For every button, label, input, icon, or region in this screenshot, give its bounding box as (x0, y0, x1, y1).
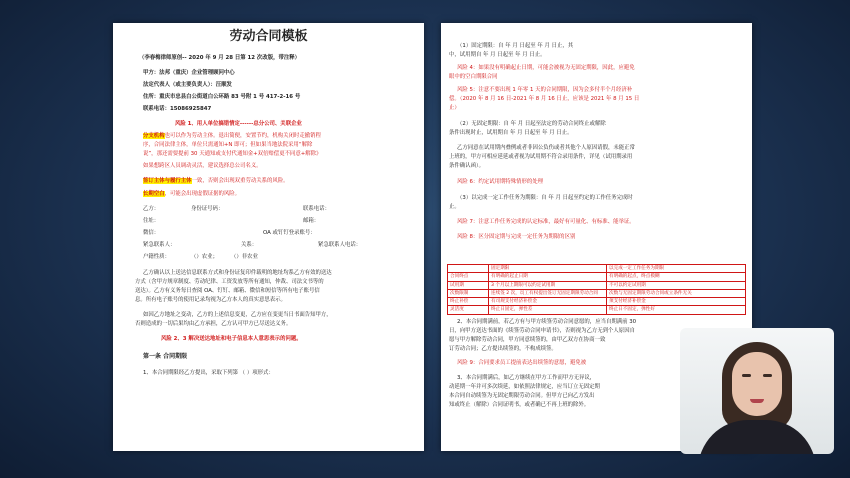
table-cell (448, 265, 489, 273)
fixed-term-line-2: 中，试用期自 年 月 日起至 年 月 日止。 (449, 52, 546, 58)
risk-5-line-3: 止） (449, 105, 460, 111)
risk-2-3: 风险 2、3 解决送达地址和电子信息本人意思表示的问题。 (161, 336, 302, 342)
presenter-body (698, 420, 816, 454)
table-cell: 试用期 (448, 281, 489, 289)
risk-1-line-3: 说”，那还需要提前 30 天通知或支付代通知金+双倍赔偿更不同意+解除》 (143, 151, 322, 157)
table-cell: 不可以约定试用期 (607, 281, 746, 289)
para2-line-2: 否则造成的一切后果均由乙方承担，乙方认可甲方已尽送达义务。 (135, 321, 292, 327)
table-cell: 终止日不固定，弹性好 (607, 306, 746, 314)
table-cell: 以完成一定工作任务为期限 (607, 265, 746, 273)
para1-line-1: 乙方确认以上送达信息联系方式和身份证复印件载明的地址均系乙方有效的送达 (143, 270, 332, 276)
table-cell: 次数限制 (448, 289, 489, 297)
table-cell: 连续签 2 次，员工有权提出签订无固定期限劳动合同 (489, 289, 607, 297)
risk-9: 风险 9：合同要求员工提前表达出续签的意愿，避免被 (457, 360, 587, 366)
clause-1: 1、本合同期限经乙方提出，采取下列第 （ ）项形式： (143, 370, 274, 376)
risk-4-line-2: 眼中的空白期限合同 (449, 74, 498, 80)
hukou-label: 户籍性质： (143, 254, 170, 260)
open-term-line-1: （2）无固定期限：自 年 月 日起至法定的劳动合同终止或解除 (457, 121, 606, 127)
probation-line-1: 乙方同意在试用期内叠例或者非因公负伤或者其他个人原因请假，未能正常 (457, 145, 635, 151)
table-row (448, 273, 746, 281)
expiry-line-4: 知或终止（解除）合同证明书，或者确已不再上班的除外。 (449, 402, 590, 408)
legal-representative: 法定代表人（或主要负责人）：汪顺发 (143, 82, 232, 88)
webcam-overlay (680, 328, 834, 454)
table-cell: 3 个月以上期限可以约定试用期 (489, 281, 607, 289)
phone: 联系电话：15086925847 (143, 106, 212, 112)
renewal-line-1: 2、本合同期满前，若乙方有与甲方续签劳动合同意愿的，应当自期满前 30 (457, 319, 637, 325)
table-row (448, 289, 746, 297)
risk-8: 风险 8：区分固定期与完成一定任务为期限的区别 (457, 234, 576, 240)
risk-1-line-1: 分支机构也可以作为劳动主体。退出简便，安置节约，机构关闭时走撤销程 (143, 133, 321, 139)
risk-1-line-5: 签订主体与履行主体一致，否则会出现双重劳动关系的风险。 (143, 178, 289, 184)
task-term-line-1: （3）以完成一定工作任务为期限：自 年 月 日起至约定的工作任务完成时 (457, 195, 633, 201)
risk-1-line-6: 长期空白，可能会出现虚假证据的风险。 (143, 191, 241, 197)
expiry-line-1: 3、本合同期满后，如乙方继续在甲方工作而甲方无异议， (457, 375, 596, 381)
table-cell: 有明确的起点，终点模糊 (607, 273, 746, 281)
renewal-line-3: 愿与甲方解除劳动合同，甲方同意续签的，由甲乙双方在协商一致 (449, 337, 606, 343)
term-comparison-table (447, 264, 746, 315)
renewal-line-4: 订劳动合同；乙方提出续签的，不构成续签。 (449, 346, 557, 352)
table-cell: 合同终点 (448, 273, 489, 281)
presenter-mouth (750, 399, 764, 403)
para1-line-2: 方式（含甲方规章制度、劳动纪律、工资发放等所有通知，仲裁、司法文书等的 (135, 279, 324, 285)
party-a: 甲方：法邦（重庆）企业管理顾问中心 (143, 70, 235, 76)
probation-line-2: 上班的，甲方可相应延延或者视为试用期不符合录用条件，详见（试用期录用 (449, 154, 633, 160)
risk-7: 风险 7：注意工作任务完成的认定标准，最好有可量化、有标准、能举证。 (457, 219, 635, 225)
task-term-line-2: 止。 (449, 204, 460, 210)
para1-line-4: 息。所有电子账号的使用记录均视为乙方本人的真实意思表示。 (135, 297, 286, 303)
document-title: 劳动合同模板 (229, 29, 308, 44)
expiry-line-3: 本合同自动续签为无固定期限劳动合同。但甲方已向乙方发出 (449, 393, 595, 399)
hukou-option-agri: （）农业； (191, 254, 218, 260)
open-term-line-2: 条件出现时止，试用期自 年 月 日起至 年 月 日止。 (449, 130, 573, 136)
para1-line-3: 送达）。乙方有义务每日查阅 OA、钉钉、邮箱、微信和短信等所有电子账号信 (135, 288, 320, 294)
table-cell: 须支付经济补偿金 (607, 298, 746, 306)
probation-line-3: 条件确认函）。 (449, 163, 485, 169)
table-row (448, 298, 746, 306)
table-row (448, 306, 746, 314)
table-cell: 有明确的起止日期 (489, 273, 607, 281)
table-cell: 固定期限 (489, 265, 607, 273)
presenter-eye-right (763, 374, 772, 377)
chapter-1-heading: 第一条 合同期限 (143, 353, 188, 360)
expiry-line-2: 动延期一年并可多次续延，如依照法律规定，应当订立无固定期 (449, 384, 600, 390)
oa-account-label: OA 或钉钉登录账号： (263, 230, 316, 236)
table-row (448, 281, 746, 289)
renewal-line-2: 日，向甲方送达书面的《续签劳动合同申请书》，否则视为乙方无到个人原因自 (449, 328, 635, 334)
para2-line-1: 如因乙方地址之变动，乙方的上述信息变更，乙方应在变更当日书面告知甲方， (143, 312, 332, 318)
document-page-left (113, 23, 424, 451)
address-b-label: 住址： (143, 218, 160, 224)
email-label: 邮箱： (303, 218, 320, 224)
table-cell: 终止补偿 (448, 298, 489, 306)
emergency-tel-label: 紧急联系人电话： (318, 242, 362, 248)
relation-label: 关系： (241, 242, 258, 248)
risk-1-heading: 风险 1、用人单位搞错情定------总分公司、关联企业 (175, 121, 302, 127)
risk-4-line-1: 风险 4：如果没有明确起止日期，可能会被视为无固定期限，因此，应避免 (457, 65, 635, 71)
presenter-face (732, 352, 782, 416)
tel-label: 联系电话： (303, 206, 330, 212)
fixed-term-line-1: （1）固定期限：自 年 月 日起至 年 月 日止，其 (457, 43, 574, 49)
risk-1-line-2: 序，合同法律主体，单位只需通知+N 即可；但如果当地法院采用“解除 (143, 142, 313, 148)
wechat-label: 微信： (143, 230, 160, 236)
risk-6: 风险 6：约定试用期特殊情形的处理 (457, 179, 544, 185)
table-row (448, 265, 746, 273)
id-number-label: 身份证号码： (191, 206, 224, 212)
hukou-option-nonagri: （）非农业 (231, 254, 258, 260)
address: 住所：重庆市忠县白公街道白公环路 83 号附 1 号 417-2-16 号 (143, 94, 301, 100)
document-subtitle: （李春梅律师原创-- 2020 年 9 月 28 日第 12 次改版，带注释） (139, 55, 301, 61)
table-cell: 次数与无固定期限劳动合同或立条件无关 (607, 289, 746, 297)
risk-5-line-1: 风险 5：注意不要出现 1 年零 1 天的合同期限，因为会多付半个月经济补 (457, 87, 633, 93)
emergency-contact-label: 紧急联系人： (143, 242, 176, 248)
risk-5-line-2: 偿。（2020 年 8 月 16 日-2021 年 8 月 16 日止，应该是 2021 年 8 月 15 日 (449, 96, 640, 102)
table-cell: 有司规支付经济补偿金 (489, 298, 607, 306)
party-b-label: 乙方： (143, 206, 160, 212)
risk-1-line-4: 如果想跨区人员调动灵活，建议选择总公司名义。 (143, 163, 262, 169)
table-cell: 灵活度 (448, 306, 489, 314)
presenter-eye-left (742, 374, 751, 377)
table-cell: 终止日固定，弹性差 (489, 306, 607, 314)
